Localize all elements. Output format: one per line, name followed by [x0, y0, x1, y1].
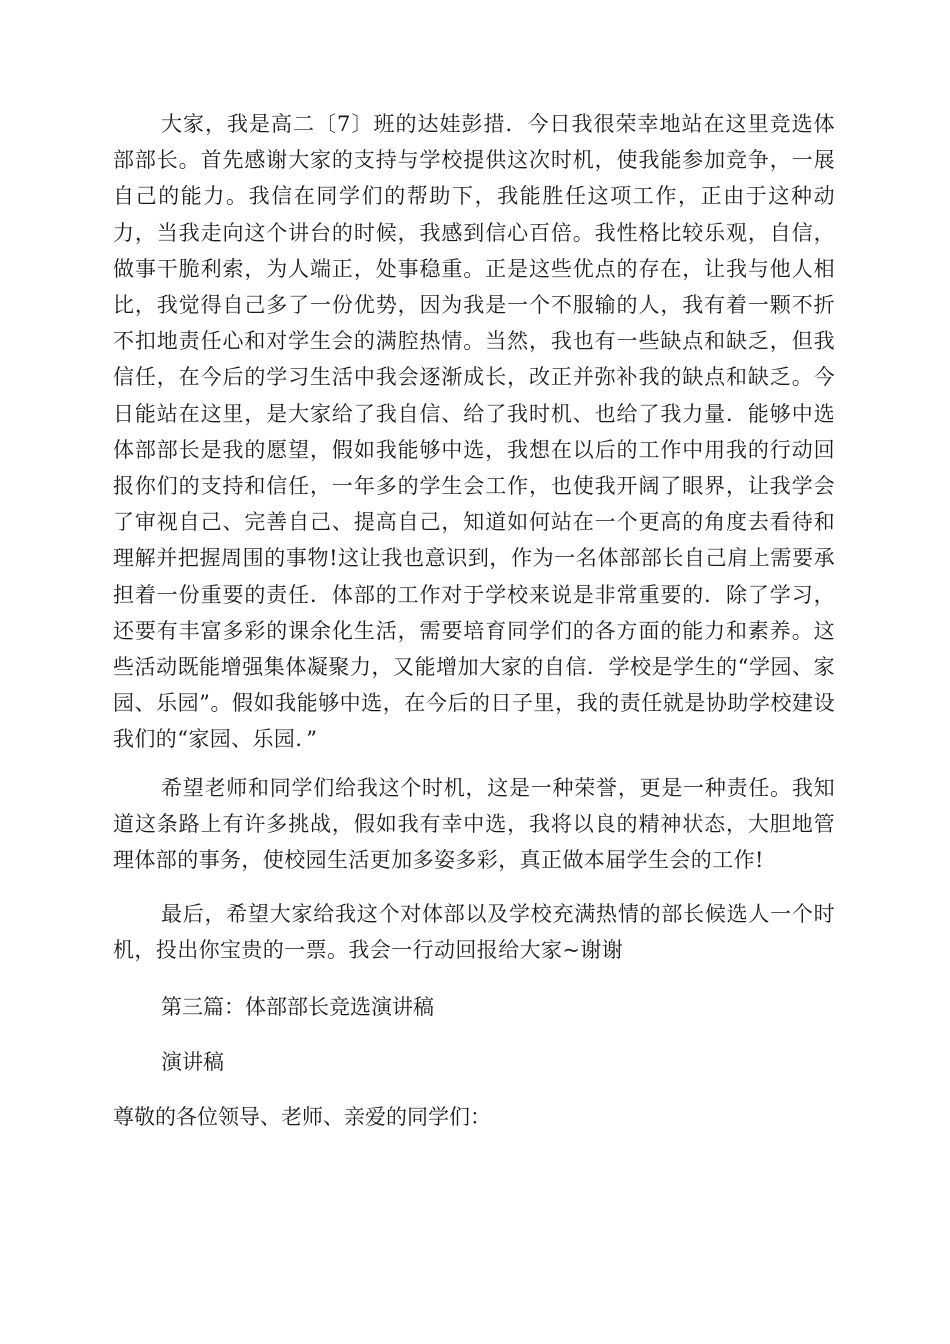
section-heading: 第三篇：体部部长竞选演讲稿 — [161, 994, 434, 1019]
body-paragraph-2: 希望老师和同学们给我这个时机，这是一种荣誉，更是一种责任。我知道这条路上有许多挑战，假如我有幸中选，我将以良的精神状态，大胆地管理体部的事务，使校园生活更加多姿多彩，真正做本届学生会的工作! — [113, 775, 835, 873]
sub-heading: 演讲稿 — [161, 1049, 224, 1074]
salutation-line: 尊敬的各位领导、老师、亲爱的同学们： — [113, 1104, 491, 1129]
document-body — [113, 106, 835, 1135]
body-paragraph-3: 最后，希望大家给我这个对体部以及学校充满热情的部长候选人一个时机，投出你宝贵的一票。我会一行动回报给大家~谢谢 — [113, 902, 835, 963]
body-paragraph-1: 大家，我是高二〔7〕班的达娃彭措．今日我很荣幸地站在这里竞选体部部长。首先感谢大家的支持与学校提供这次时机，使我能参加竞争，一展自己的能力。我信在同学们的帮助下，我能胜任这项工作，正由于这种动力，当我走向这个讲台的时候，我感到信心百倍。我性格比较乐观，自信，做事干脆利索，为人端正，处事稳重。正是这些优点的存在，让我与他人相比，我觉得自己多了一份优势，因为我是一个不服输的人，我有着一颗不折不扣地责任心和对学生会的满腔热情。当然，我也有一些缺点和缺乏，但我信任，在今后的学习生活中我会逐渐成长，改正并弥补我的缺点和缺乏。今日能站在这里，是大家给了我自信、给了我时机、也给了我力量．能够中选体部部长是我的愿望，假如我能够中选，我想在以后的工作中用我的行动回报你们的支持和信任，一年多的学生会工作，也使我开阔了眼界，让我学会了审视自己、完善自己、提高自己，知道如何站在一个更高的角度去看待和理解并把握周围的事物!这让我也意识到，作为一名体部部长自己肩上需要承担着一份重要的责任．体部的工作对于学校来说是非常重要的．除了学习，还要有丰富多彩的课余化生活，需要培育同学们的各方面的能力和素养。这些活动既能增强集体凝聚力，又能增加大家的自信．学校是学生的“学园、家园、乐园”。假如我能够中选，在今后的日子里，我的责任就是协助学校建设我们的“家园、乐园．” — [113, 112, 835, 752]
